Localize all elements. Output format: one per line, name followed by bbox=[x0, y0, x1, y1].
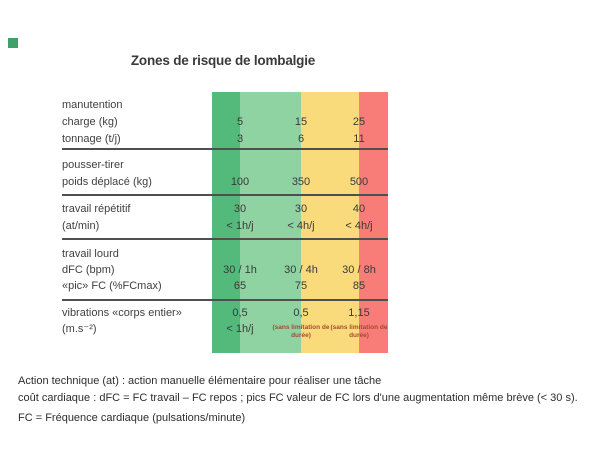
cell-value: 25 bbox=[352, 116, 366, 128]
cell-note: (sans limitation de durée) bbox=[272, 324, 330, 339]
footnote-line: Action technique (at) : action manuelle élémentaire pour réaliser une tâche bbox=[18, 375, 382, 387]
row-label-vibrations: vibrations «corps entier» bbox=[62, 307, 182, 319]
row-sublabel-ms2: (m.s⁻²) bbox=[62, 323, 97, 335]
cell-value: 30 / 1h bbox=[223, 264, 257, 276]
cell-value: 30 bbox=[233, 203, 247, 215]
row-sublabel-at-min: (at/min) bbox=[62, 220, 100, 232]
cell-value: 85 bbox=[352, 280, 366, 292]
row-sublabel-poids-deplace: poids déplacé (kg) bbox=[62, 176, 152, 188]
cell-value: < 1h/j bbox=[226, 220, 254, 232]
cell-value: 75 bbox=[294, 280, 308, 292]
cell-value: 6 bbox=[297, 133, 305, 145]
row-sublabel-tonnage: tonnage (t/j) bbox=[62, 133, 121, 145]
cell-value: 40 bbox=[352, 203, 366, 215]
cell-value: 65 bbox=[233, 280, 247, 292]
row-sublabel-charge: charge (kg) bbox=[62, 116, 118, 128]
row-separator bbox=[62, 148, 388, 150]
row-label-travail-repetitif: travail répétitif bbox=[62, 203, 131, 215]
cell-value: 30 / 8h bbox=[342, 264, 376, 276]
cell-value: 30 / 4h bbox=[284, 264, 318, 276]
cell-value: < 4h/j bbox=[287, 220, 315, 232]
cell-value: < 4h/j bbox=[345, 220, 373, 232]
row-label-pousser-tirer: pousser-tirer bbox=[62, 159, 124, 171]
figure-title: Zones de risque de lombalgie bbox=[130, 53, 316, 68]
cell-value: 0,5 bbox=[232, 307, 248, 319]
cell-value: 11 bbox=[353, 133, 365, 145]
row-label-travail-lourd: travail lourd bbox=[62, 248, 119, 260]
row-separator bbox=[62, 194, 388, 196]
cell-note: (sans limitation de durée) bbox=[330, 324, 388, 339]
row-sublabel-pic-fc: «pic» FC (%FCmax) bbox=[62, 280, 162, 292]
corner-marker bbox=[8, 38, 18, 48]
cell-value: 350 bbox=[291, 176, 311, 188]
row-separator bbox=[62, 238, 388, 240]
cell-value: 3 bbox=[236, 133, 244, 145]
cell-value: 30 bbox=[294, 203, 308, 215]
row-label-manutention: manutention bbox=[62, 99, 123, 111]
cell-value: 5 bbox=[236, 116, 244, 128]
cell-value: < 1h/j bbox=[226, 323, 254, 335]
row-sublabel-dfc: dFC (bpm) bbox=[62, 264, 115, 276]
footnote-line: coût cardiaque : dFC = FC travail – FC repos ; pics FC valeur de FC lors d'une augmentation même brève (< 30 s). bbox=[18, 392, 578, 404]
cell-value: 1,15 bbox=[348, 307, 370, 319]
row-separator bbox=[62, 299, 388, 301]
cell-value: 0,5 bbox=[293, 307, 309, 319]
cell-value: 15 bbox=[294, 116, 308, 128]
cell-value: 500 bbox=[349, 176, 369, 188]
cell-value: 100 bbox=[230, 176, 250, 188]
footnote-line: FC = Fréquence cardiaque (pulsations/minute) bbox=[18, 412, 246, 424]
